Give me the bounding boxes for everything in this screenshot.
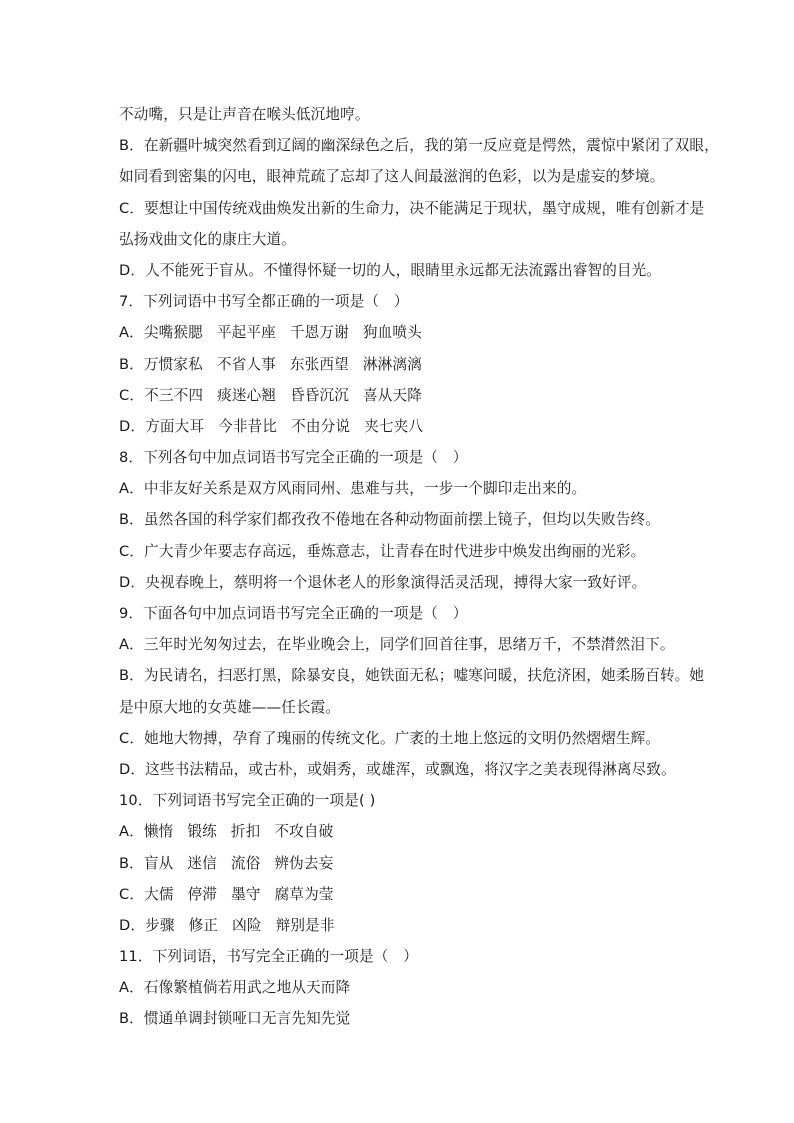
option-word: 腐草为莹 <box>274 885 334 903</box>
question-8-stem: 8．下列各句中加点词语书写完全正确的一项是（ ） <box>119 449 468 467</box>
q10-option-b <box>119 848 684 879</box>
option-word: 尖嘴猴腮 <box>143 324 203 342</box>
option-word: 步骤 <box>145 916 175 934</box>
option-label: D． <box>119 916 146 934</box>
q8-option-b: B．虽然各国的科学家们都孜孜不倦地在各种动物面前摆上镜子，但均以失败告终。 <box>119 511 660 529</box>
q8-option-d: D．央视春晚上，蔡明将一个退休老人的形象演得活灵活现，搏得大家一致好评。 <box>119 573 647 591</box>
option-word: 不三不四 <box>144 386 204 404</box>
option-word: 辨伪去妄 <box>274 854 334 872</box>
option-word: 迷信 <box>187 854 217 872</box>
q7-option-a <box>119 317 684 348</box>
text-line: C．要想让中国传统戏曲焕发出新的生命力，决不能满足于现状，墨守成规，唯有创新才是 <box>119 199 705 217</box>
q9-option-d: D．这些书法精品，或古朴，或娟秀，或雄浑，或飘逸，将汉字之美表现得淋离尽致。 <box>119 760 676 778</box>
q9-option-a: A．三年时光匆匆过去，在毕业晚会上，同学们回首往事，思绪万千，不禁潸然泪下。 <box>119 636 675 654</box>
text-line: 弘扬戏曲文化的康庄大道。 <box>119 230 296 248</box>
q9-option-c: C．她地大物搏，孕育了瑰丽的传统文化。广袤的土地上悠远的文明仍然熠熠生辉。 <box>119 729 661 747</box>
option-label: B． <box>119 355 144 373</box>
q10-option-d <box>119 910 684 941</box>
option-word: 平起平座 <box>216 324 276 342</box>
option-label: B． <box>119 854 144 872</box>
option-word: 淋淋漓漓 <box>362 355 422 373</box>
q10-option-c <box>119 879 684 910</box>
option-word: 喜从天降 <box>363 386 423 404</box>
text-line: 不动嘴，只是让声音在喉头低沉地哼。 <box>119 106 370 123</box>
option-word: 东张西望 <box>289 355 349 373</box>
q10-option-a <box>119 816 684 847</box>
option-word: 狗血喷头 <box>362 324 422 342</box>
text-line: B．在新疆叶城突然看到辽阔的幽深绿色之后，我的第一反应竟是愕然，震惊中紧闭了双眼， <box>119 137 719 155</box>
q8-option-c: C．广大青少年要志存高远，垂炼意志，让青春在时代进步中焕发出绚丽的光彩。 <box>119 542 646 560</box>
option-word: 折扣 <box>230 823 261 841</box>
option-label: D． <box>119 417 146 435</box>
q11-option-a: A．石像繁植倘若用武之地从天而降 <box>119 979 351 997</box>
option-word: 流俗 <box>230 854 261 872</box>
option-word: 万惯家私 <box>143 355 203 373</box>
option-word: 懒惰 <box>143 823 174 841</box>
option-label: A． <box>119 823 144 841</box>
option-label: C． <box>119 386 145 404</box>
q11-option-b: B．惯通单调封锁哑口无言先知先觉 <box>119 1010 351 1028</box>
option-word: 昏昏沉沉 <box>290 386 350 404</box>
question-7-stem: 7．下列词语中书写全都正确的一项是（ ） <box>119 293 409 311</box>
q7-option-b <box>119 349 684 380</box>
option-word: 辩别是非 <box>275 916 335 934</box>
q7-option-c <box>119 380 684 411</box>
option-word: 千恩万谢 <box>289 324 349 342</box>
option-word: 停滞 <box>187 885 218 903</box>
option-label: A． <box>119 324 144 342</box>
option-word: 今非昔比 <box>218 417 278 435</box>
option-label: C． <box>119 885 145 903</box>
option-word: 墨守 <box>231 885 261 903</box>
option-word: 不攻自破 <box>274 823 334 841</box>
question-10-stem: 10．下列词语书写完全正确的一项是( ) <box>119 792 376 810</box>
option-word: 痰迷心翘 <box>217 386 277 404</box>
q9-option-b: B．为民请名，扫恶打黑，除暴安良，她铁面无私；嘘寒问暖，扶危济困，她柔肠百转。她 <box>119 667 705 685</box>
question-9-stem: 9．下面各句中加点词语书写完全正确的一项是（ ） <box>119 605 468 622</box>
q9-option-b-continued: 是中原大地的女英雄——任长霞。 <box>119 698 341 716</box>
option-word: 凶险 <box>232 916 262 934</box>
option-word: 锻练 <box>187 823 217 841</box>
option-word: 不省人事 <box>216 355 276 373</box>
option-word: 盲从 <box>143 854 174 872</box>
option-word: 大儒 <box>144 885 174 903</box>
q7-option-d <box>119 411 684 442</box>
option-word: 夹七夹八 <box>364 417 424 435</box>
option-word: 方面大耳 <box>145 417 205 435</box>
text-line: 如同看到密集的闪电，眼神荒疏了忘却了这人间最滋润的色彩，以为是虚妄的梦境。 <box>119 168 665 186</box>
option-word: 修正 <box>188 916 219 934</box>
option-word: 不由分说 <box>291 417 351 435</box>
q8-option-a: A．中非友好关系是双方风雨同州、患难与共，一步一个脚印走出来的。 <box>119 480 587 498</box>
question-11-stem: 11．下列词语，书写完全正确的一项是（ ） <box>119 948 419 966</box>
text-line: D．人不能死于盲从。不懂得怀疑一切的人，眼睛里永远都无法流露出睿智的目光。 <box>119 261 662 279</box>
